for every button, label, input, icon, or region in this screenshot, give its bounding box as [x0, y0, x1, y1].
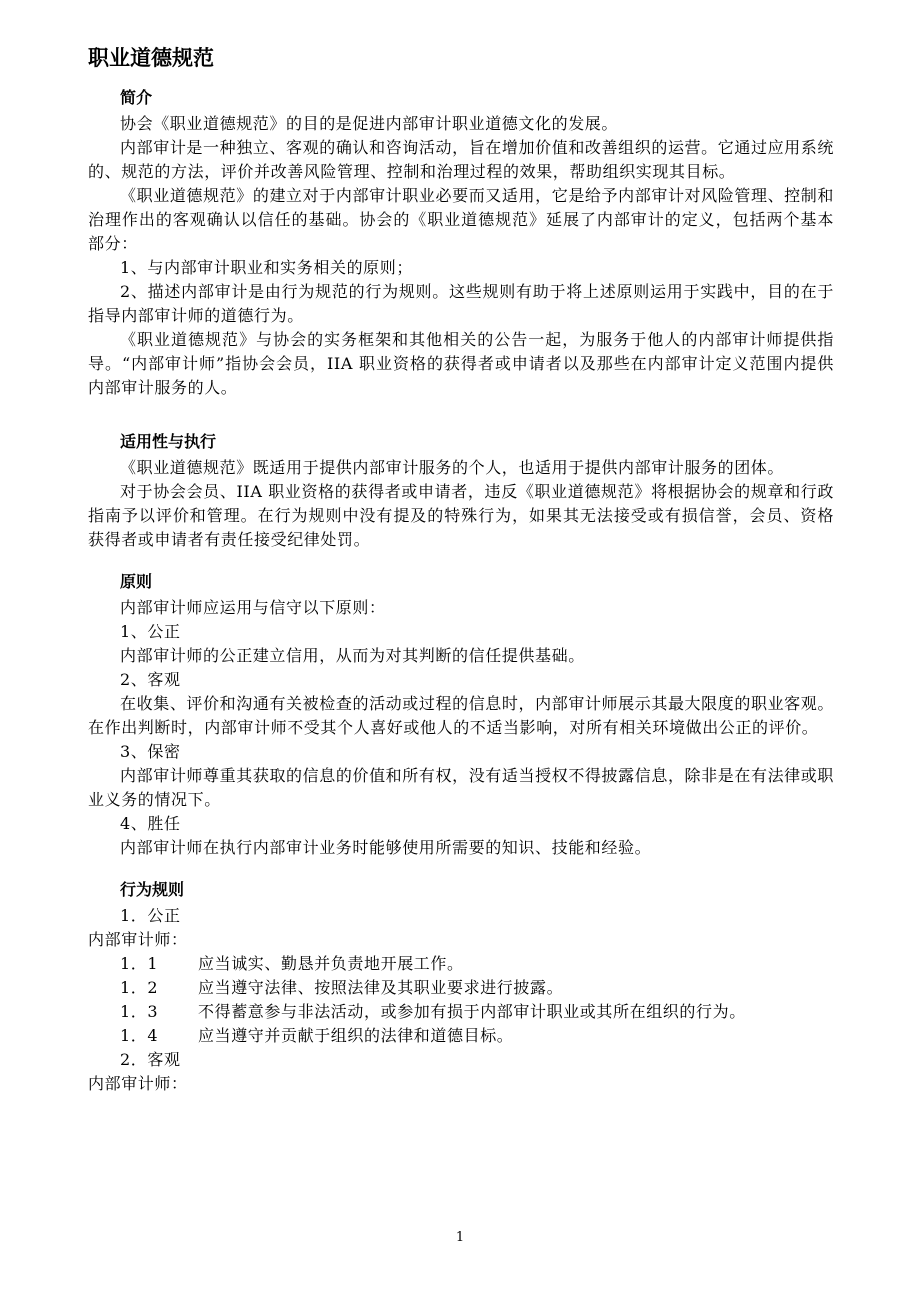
section-heading-applicability: 适用性与执行 [120, 432, 217, 451]
rule-group-lead: 内部审计师： [88, 1074, 188, 1093]
rule-text: 应当诚实、勤恳并负责地开展工作。 [198, 954, 464, 973]
principle-title: 2、客观 [120, 670, 181, 689]
principle-title: 4、胜任 [120, 814, 181, 833]
paragraph: 内部审计师的公正建立信用，从而为对其判断的信任提供基础。 [120, 646, 585, 665]
paragraph: 内部审计师在执行内部审计业务时能够使用所需要的知识、技能和经验。 [120, 838, 652, 857]
paragraph: 内部审计师尊重其获取的信息的价值和所有权，没有适当授权不得披露信息，除非是在有法律或职业义务的情况下。 [88, 766, 834, 809]
paragraph: 1、与内部审计职业和实务相关的原则； [120, 258, 413, 277]
rule-text: 不得蓄意参与非法活动，或参加有损于内部审计职业或其所在组织的行为。 [198, 1002, 746, 1021]
rule-item [120, 952, 834, 976]
principle-title: 1、公正 [120, 622, 181, 641]
paragraph: 《职业道德规范》的建立对于内部审计职业必要而又适用，它是给予内部审计对风险管理、控制和治理作出的客观确认以信任的基础。协会的《职业道德规范》延展了内部审计的定义，包括两个基本部分： [88, 186, 834, 253]
rule-group-title: 2．客观 [120, 1050, 181, 1069]
section-heading-intro: 简介 [120, 88, 153, 107]
paragraph: 对于协会会员、IIA 职业资格的获得者或申请者，违反《职业道德规范》将根据协会的规章和行政指南予以评价和管理。在行为规则中没有提及的特殊行为，如果其无法接受或有损信誉，会员、资格获得者或申请者有责任接受纪律处罚。 [88, 482, 834, 549]
paragraph: 内部审计是一种独立、客观的确认和咨询活动，旨在增加价值和改善组织的运营。它通过应用系统的、规范的方法，评价并改善风险管理、控制和治理过程的效果，帮助组织实现其目标。 [88, 138, 834, 181]
paragraph: 在收集、评价和沟通有关被检查的活动或过程的信息时，内部审计师展示其最大限度的职业客观。在作出判断时，内部审计师不受其个人喜好或他人的不适当影响，对所有相关环境做出公正的评价。 [88, 694, 834, 737]
paragraph: 《职业道德规范》既适用于提供内部审计服务的个人，也适用于提供内部审计服务的团体。 [120, 458, 785, 477]
paragraph: 2、描述内部审计是由行为规范的行为规则。这些规则有助于将上述原则运用于实践中，目的在于指导内部审计师的道德行为。 [88, 282, 834, 325]
rule-item [120, 976, 834, 1000]
rule-text: 应当遵守并贡献于组织的法律和道德目标。 [198, 1026, 514, 1045]
rule-item [120, 1024, 834, 1048]
principle-title: 3、保密 [120, 742, 181, 761]
section-heading-rules: 行为规则 [120, 880, 185, 899]
rule-group-title: 1．公正 [120, 906, 181, 925]
document-title: 职业道德规范 [88, 46, 214, 70]
paragraph: 协会《职业道德规范》的目的是促进内部审计职业道德文化的发展。 [120, 114, 619, 133]
rule-number: 1．1 [120, 954, 159, 973]
page-number: 1 [455, 1230, 465, 1245]
rule-number: 1．4 [120, 1026, 159, 1045]
rule-number: 1．2 [120, 978, 159, 997]
rule-item [120, 1000, 834, 1024]
rule-number: 1．3 [120, 1002, 159, 1021]
paragraph: 内部审计师应运用与信守以下原则： [120, 598, 386, 617]
section-heading-principles: 原则 [120, 572, 153, 591]
rule-group-lead: 内部审计师： [88, 930, 188, 949]
paragraph: 《职业道德规范》与协会的实务框架和其他相关的公告一起，为服务于他人的内部审计师提供指导。“内部审计师”指协会会员，IIA 职业资格的获得者或申请者以及那些在内部审计定义范围内提供内部审计服务的人。 [88, 330, 834, 397]
rule-text: 应当遵守法律、按照法律及其职业要求进行披露。 [198, 978, 564, 997]
